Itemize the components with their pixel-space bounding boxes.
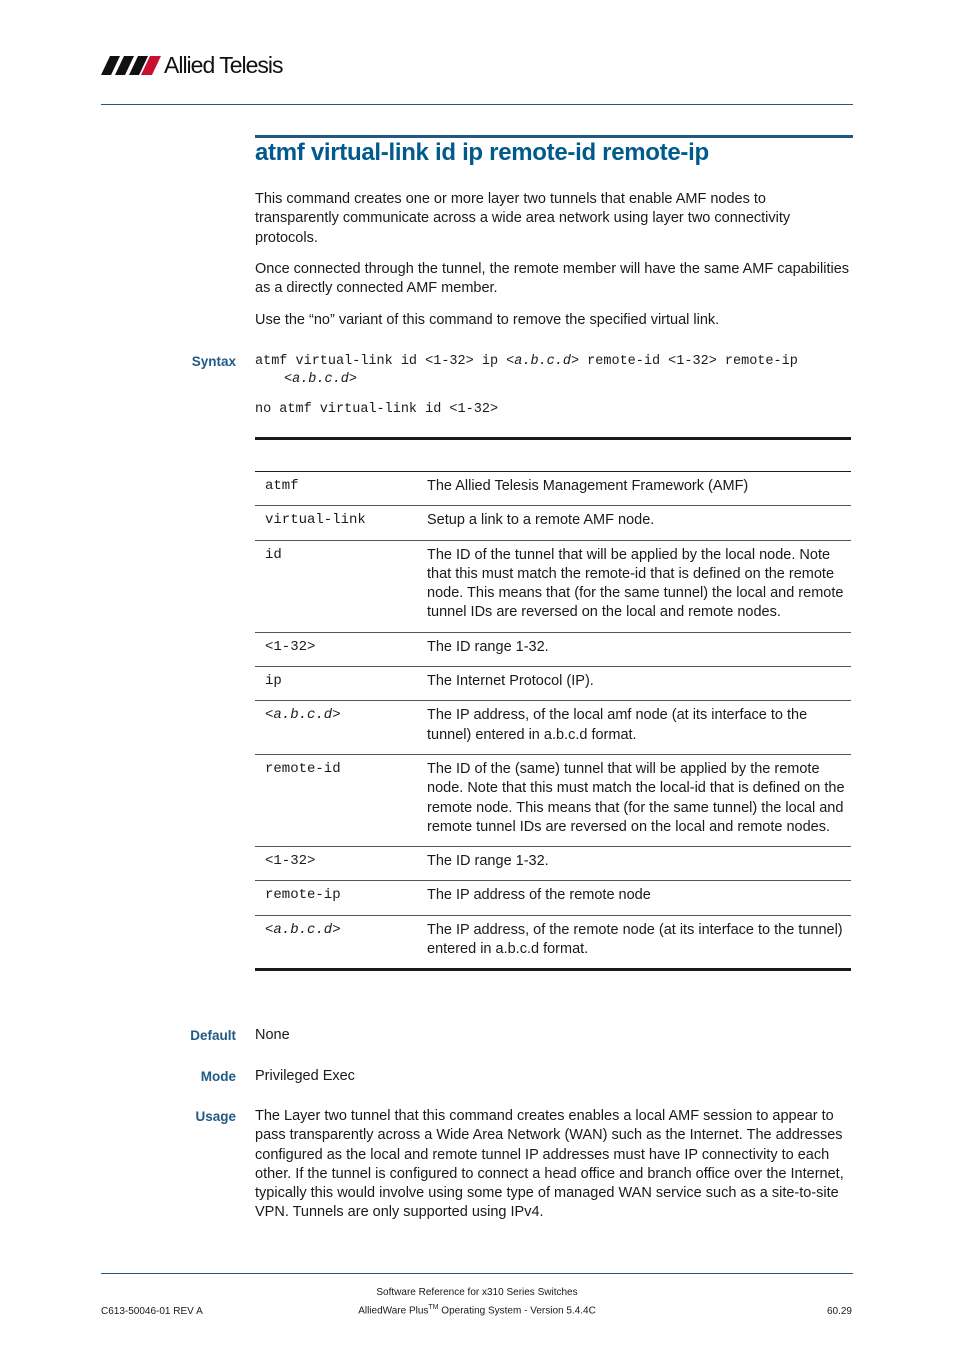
header-divider <box>101 104 853 105</box>
footer-page-number: 60.29 <box>826 1306 852 1317</box>
syntax-text: > remote-id <1-32> remote-ip <box>570 354 798 369</box>
footer-title: Software Reference for x310 Series Switches <box>376 1287 578 1298</box>
param-name: ip <box>255 667 417 701</box>
param-name: <1-32> <box>255 632 417 666</box>
intro-paragraph-1: This command creates one or more layer two tunnels that enable AMF nodes to transparently communicate across a wide area network using layer two connectivity protocols. <box>255 191 791 246</box>
table-row <box>255 847 851 881</box>
syntax-text: atmf virtual-link id <1-32> ip < <box>255 354 515 369</box>
title-rule <box>255 135 853 138</box>
footer-doc-id: C613-50046-01 REV A <box>101 1306 203 1317</box>
param-name: <a.b.c.d> <box>255 915 417 970</box>
intro-paragraph-2: Once connected through the tunnel, the remote member will have the same AMF capabilities as a directly connected AMF member. <box>255 261 850 297</box>
footer-divider <box>101 1273 853 1274</box>
param-description: The ID range 1-32. <box>417 847 851 881</box>
logo-text: Allied Telesis <box>164 52 283 78</box>
footer-trademark: TM <box>428 1304 439 1311</box>
table-row <box>255 472 851 506</box>
default-label: Default <box>190 1028 236 1043</box>
table-row <box>255 915 851 970</box>
syntax-text: > <box>348 372 357 387</box>
param-name: virtual-link <box>255 506 417 540</box>
param-name: remote-id <box>255 754 417 846</box>
param-description: The ID range 1-32. <box>417 632 851 666</box>
page-title: atmf virtual-link id ip remote-id remote-ip <box>255 139 709 166</box>
table-row <box>255 667 851 701</box>
param-description: The Internet Protocol (IP). <box>417 667 851 701</box>
intro-paragraph-3: Use the “no” variant of this command to remove the specified virtual link. <box>255 312 720 328</box>
param-description: The IP address, of the local amf node (at its interface to the tunnel) entered in a.b.c.d format. <box>417 701 851 755</box>
param-description: The IP address of the remote node <box>417 881 851 915</box>
table-row <box>255 881 851 915</box>
syntax-label: Syntax <box>191 354 236 369</box>
syntax-text: < <box>284 372 293 387</box>
table-row <box>255 632 851 666</box>
table-row <box>255 506 851 540</box>
usage-label: Usage <box>195 1109 236 1124</box>
allied-telesis-logo-mark <box>101 55 161 75</box>
param-description: The IP address, of the remote node (at its interface to the tunnel) entered in a.b.c.d format. <box>417 915 851 970</box>
table-row <box>255 540 851 632</box>
param-name: <a.b.c.d> <box>255 701 417 755</box>
syntax-placeholder: a.b.c.d <box>292 372 349 387</box>
param-description: The Allied Telesis Management Framework (AMF) <box>417 472 851 506</box>
default-value: None <box>255 1027 290 1043</box>
param-name: <1-32> <box>255 847 417 881</box>
table-row <box>255 754 851 846</box>
company-logo <box>101 52 283 78</box>
param-description: Setup a link to a remote AMF node. <box>417 506 851 540</box>
syntax-line-2 <box>284 371 357 389</box>
table-header-row <box>255 440 851 472</box>
parameter-table <box>255 437 851 971</box>
footer-product: AlliedWare Plus <box>358 1305 429 1317</box>
param-name: id <box>255 540 417 632</box>
syntax-line-1 <box>255 353 798 371</box>
param-description: The ID of the (same) tunnel that will be applied by the remote node. Note that this must match the local-id that is defined on the remote node. This means that (for the same tunnel) the local and remote tunnel IDs are reversed on the local and remote nodes. <box>417 754 851 846</box>
usage-text: The Layer two tunnel that this command creates enables a local AMF session to appear to pass transparently across a Wide Area Network (WAN) such as the Internet. The addresses configured as the local and remote tunnel IP addresses must have IP connectivity to each other. If the tunnel is configured to connect a head office and branch office over the Internet, typically this would involve using some type of managed WAN service such as a site-to-site VPN. Tunnels are only supported using IPv4. <box>255 1108 844 1221</box>
footer-os-version <box>0 1304 954 1316</box>
footer-version: Operating System - Version 5.4.4C <box>438 1305 596 1317</box>
syntax-placeholder: a.b.c.d <box>514 354 571 369</box>
param-name: atmf <box>255 472 417 506</box>
syntax-no-form: no atmf virtual-link id <1-32> <box>255 402 499 417</box>
param-description: The ID of the tunnel that will be applied by the local node. Note that this must match the remote-id that is defined on the remote node. This means that (for the same tunnel) the local and remote tunnel IDs are reversed on the local and remote nodes. <box>417 540 851 632</box>
param-name: remote-ip <box>255 881 417 915</box>
mode-label: Mode <box>200 1069 236 1084</box>
mode-value: Privileged Exec <box>255 1068 355 1084</box>
table-row <box>255 701 851 755</box>
